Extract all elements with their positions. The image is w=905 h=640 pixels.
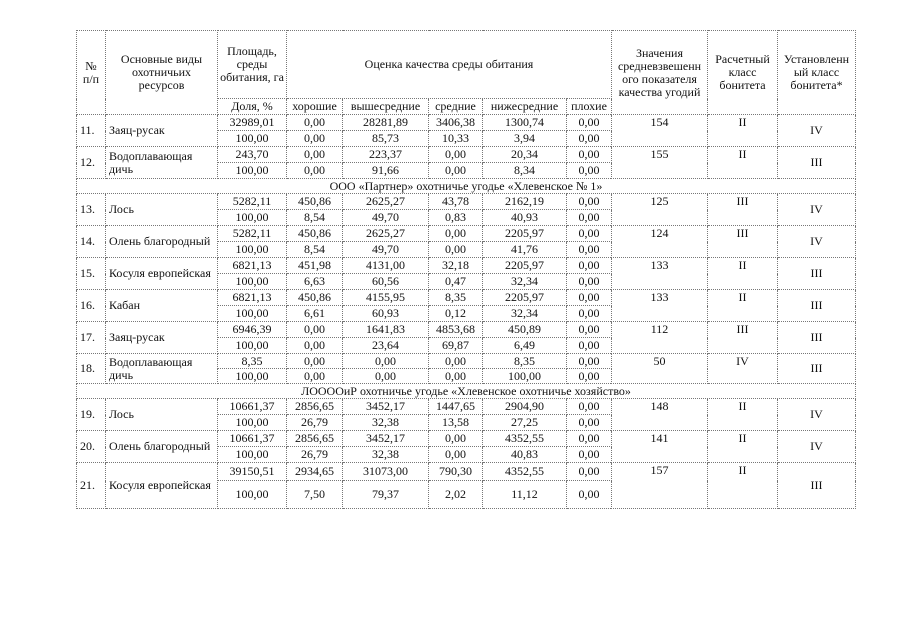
good-value: 2856,65 [287,399,343,415]
area-value: 6946,39 [218,322,287,338]
medium-value: 43,78 [429,194,483,210]
medium-value: 790,30 [429,463,483,481]
good-share: 26,79 [287,415,343,431]
area-value: 10661,37 [218,431,287,447]
avg-quality-value: 133 [612,290,708,322]
below-average-value: 2162,19 [483,194,567,210]
above-average-share: 49,70 [343,242,429,258]
medium-share: 0,83 [429,210,483,226]
row-number: 11. [77,115,106,147]
avg-quality-value: 133 [612,258,708,290]
above-average-value: 2625,27 [343,226,429,242]
above-average-share: 32,38 [343,415,429,431]
area-value: 39150,51 [218,463,287,481]
avg-quality-value: 50 [612,354,708,384]
medium-value: 1447,65 [429,399,483,415]
resource-name: Косуля европейская [106,258,218,290]
header-good: хорошие [287,99,343,115]
calc-class-value: II [708,147,778,179]
medium-share: 0,00 [429,242,483,258]
header-area: Площадь, среды обитания, га [218,31,287,99]
row-number: 13. [77,194,106,226]
row-number: 21. [77,463,106,509]
resource-name: Косуля европейская [106,463,218,509]
bad-share: 0,00 [567,131,612,147]
area-share: 100,00 [218,338,287,354]
calc-class-value: IV [708,354,778,384]
resource-name: Лось [106,194,218,226]
table-row [77,290,856,306]
section-title: ООО «Партнер» охотничье угодье «Хлевенское № 1» [77,179,856,194]
calc-class-value: III [708,194,778,226]
area-share: 100,00 [218,163,287,179]
section-row [77,384,856,399]
above-average-share: 49,70 [343,210,429,226]
bad-share: 0,00 [567,242,612,258]
below-average-share: 32,34 [483,306,567,322]
header-quality: Оценка качества среды обитания [287,31,612,99]
table-row [77,431,856,447]
below-average-share: 6,49 [483,338,567,354]
above-average-share: 60,93 [343,306,429,322]
good-value: 0,00 [287,115,343,131]
bad-share: 0,00 [567,338,612,354]
area-share: 100,00 [218,306,287,322]
above-average-value: 31073,00 [343,463,429,481]
table-row [77,258,856,274]
below-average-share: 100,00 [483,369,567,384]
good-value: 0,00 [287,354,343,369]
below-average-value: 2205,97 [483,226,567,242]
area-value: 8,35 [218,354,287,369]
good-share: 7,50 [287,481,343,509]
resource-name: Кабан [106,290,218,322]
header-below-average: нижесредние [483,99,567,115]
good-value: 2934,65 [287,463,343,481]
below-average-value: 2904,90 [483,399,567,415]
good-share: 26,79 [287,447,343,463]
bad-share: 0,00 [567,274,612,290]
medium-value: 0,00 [429,354,483,369]
good-share: 0,00 [287,338,343,354]
row-number: 20. [77,431,106,463]
bad-value: 0,00 [567,322,612,338]
good-value: 450,86 [287,226,343,242]
calc-class-value: III [708,322,778,354]
area-share: 100,00 [218,210,287,226]
header-above-average: вышесредние [343,99,429,115]
table-row [77,115,856,131]
above-average-share: 23,64 [343,338,429,354]
above-average-share: 32,38 [343,447,429,463]
area-share: 100,00 [218,447,287,463]
row-number: 16. [77,290,106,322]
good-value: 2856,65 [287,431,343,447]
good-value: 0,00 [287,147,343,163]
above-average-share: 79,37 [343,481,429,509]
avg-quality-value: 124 [612,226,708,258]
table-row [77,399,856,415]
good-share: 8,54 [287,242,343,258]
table-row [77,322,856,338]
above-average-value: 2625,27 [343,194,429,210]
area-share: 100,00 [218,242,287,258]
table-row [77,147,856,163]
above-average-value: 28281,89 [343,115,429,131]
row-number: 19. [77,399,106,431]
calc-class-value: II [708,463,778,509]
avg-quality-value: 112 [612,322,708,354]
resource-name: Олень благородный [106,226,218,258]
section-row [77,179,856,194]
area-value: 243,70 [218,147,287,163]
below-average-value: 8,35 [483,354,567,369]
medium-share: 10,33 [429,131,483,147]
good-value: 450,86 [287,290,343,306]
good-share: 0,00 [287,369,343,384]
bad-share: 0,00 [567,306,612,322]
above-average-value: 3452,17 [343,399,429,415]
bad-share: 0,00 [567,210,612,226]
above-average-share: 85,73 [343,131,429,147]
avg-quality-value: 148 [612,399,708,431]
below-average-share: 11,12 [483,481,567,509]
habitat-quality-table [76,30,856,509]
area-value: 6821,13 [218,258,287,274]
good-value: 0,00 [287,322,343,338]
medium-share: 0,00 [429,447,483,463]
row-number: 18. [77,354,106,384]
area-share: 100,00 [218,274,287,290]
bad-value: 0,00 [567,354,612,369]
good-share: 6,63 [287,274,343,290]
above-average-value: 3452,17 [343,431,429,447]
habitat-quality-table-wrapper [76,30,856,509]
set-class-value: III [778,322,856,354]
medium-value: 0,00 [429,226,483,242]
header-avg: Значения средневзвешенн ого показателя качества угодий [612,31,708,115]
resource-name: Водоплавающая дичь [106,354,218,384]
calc-class-value: II [708,399,778,431]
header-resource: Основные виды охотничьих ресурсов [106,31,218,115]
bad-share: 0,00 [567,447,612,463]
medium-value: 32,18 [429,258,483,274]
area-value: 5282,11 [218,194,287,210]
below-average-value: 4352,55 [483,431,567,447]
bad-value: 0,00 [567,399,612,415]
medium-value: 3406,38 [429,115,483,131]
medium-share: 2,02 [429,481,483,509]
avg-quality-value: 157 [612,463,708,509]
header-num: № п/п [77,31,106,115]
good-share: 0,00 [287,163,343,179]
below-average-value: 450,89 [483,322,567,338]
bad-share: 0,00 [567,415,612,431]
set-class-value: IV [778,431,856,463]
header-set-class: Установленн ый класс бонитета* [778,31,856,115]
above-average-value: 4131,00 [343,258,429,274]
area-share: 100,00 [218,481,287,509]
below-average-share: 41,76 [483,242,567,258]
below-average-value: 2205,97 [483,290,567,306]
set-class-value: III [778,258,856,290]
medium-value: 0,00 [429,147,483,163]
table-row [77,194,856,210]
set-class-value: III [778,290,856,322]
medium-share: 0,00 [429,369,483,384]
avg-quality-value: 125 [612,194,708,226]
medium-value: 0,00 [429,431,483,447]
row-number: 12. [77,147,106,179]
bad-value: 0,00 [567,290,612,306]
calc-class-value: II [708,431,778,463]
medium-value: 8,35 [429,290,483,306]
set-class-value: III [778,354,856,384]
header-share: Доля, % [218,99,287,115]
good-share: 8,54 [287,210,343,226]
area-share: 100,00 [218,131,287,147]
set-class-value: IV [778,115,856,147]
area-share: 100,00 [218,415,287,431]
below-average-share: 40,83 [483,447,567,463]
calc-class-value: II [708,258,778,290]
below-average-share: 40,93 [483,210,567,226]
header-bad: плохие [567,99,612,115]
medium-share: 0,00 [429,163,483,179]
row-number: 17. [77,322,106,354]
resource-name: Олень благородный [106,431,218,463]
set-class-value: III [778,147,856,179]
below-average-value: 20,34 [483,147,567,163]
bad-value: 0,00 [567,147,612,163]
calc-class-value: III [708,226,778,258]
set-class-value: IV [778,399,856,431]
above-average-value: 223,37 [343,147,429,163]
below-average-share: 8,34 [483,163,567,179]
section-title: ЛООООиР охотничье угодье «Хлевенское охотничье хозяйство» [77,384,856,399]
table-row [77,226,856,242]
medium-share: 0,12 [429,306,483,322]
resource-name: Заяц-русак [106,322,218,354]
bad-value: 0,00 [567,431,612,447]
above-average-share: 0,00 [343,369,429,384]
calc-class-value: II [708,290,778,322]
area-value: 32989,01 [218,115,287,131]
area-value: 5282,11 [218,226,287,242]
above-average-share: 91,66 [343,163,429,179]
area-value: 10661,37 [218,399,287,415]
good-value: 450,86 [287,194,343,210]
table-row [77,354,856,369]
medium-share: 0,47 [429,274,483,290]
bad-value: 0,00 [567,194,612,210]
resource-name: Водоплавающая дичь [106,147,218,179]
below-average-value: 4352,55 [483,463,567,481]
below-average-share: 3,94 [483,131,567,147]
below-average-share: 27,25 [483,415,567,431]
bad-value: 0,00 [567,258,612,274]
set-class-value: IV [778,226,856,258]
above-average-value: 1641,83 [343,322,429,338]
good-value: 451,98 [287,258,343,274]
header-calc-class: Расчетный класс бонитета [708,31,778,115]
below-average-value: 1300,74 [483,115,567,131]
bad-value: 0,00 [567,226,612,242]
above-average-value: 4155,95 [343,290,429,306]
medium-value: 4853,68 [429,322,483,338]
medium-share: 69,87 [429,338,483,354]
bad-value: 0,00 [567,463,612,481]
good-share: 0,00 [287,131,343,147]
below-average-share: 32,34 [483,274,567,290]
set-class-value: III [778,463,856,509]
area-value: 6821,13 [218,290,287,306]
set-class-value: IV [778,194,856,226]
above-average-share: 60,56 [343,274,429,290]
row-number: 14. [77,226,106,258]
good-share: 6,61 [287,306,343,322]
resource-name: Лось [106,399,218,431]
avg-quality-value: 154 [612,115,708,147]
header-medium: средние [429,99,483,115]
avg-quality-value: 141 [612,431,708,463]
avg-quality-value: 155 [612,147,708,179]
bad-share: 0,00 [567,163,612,179]
resource-name: Заяц-русак [106,115,218,147]
bad-value: 0,00 [567,115,612,131]
bad-share: 0,00 [567,369,612,384]
bad-share: 0,00 [567,481,612,509]
below-average-value: 2205,97 [483,258,567,274]
row-number: 15. [77,258,106,290]
medium-share: 13,58 [429,415,483,431]
table-row [77,463,856,481]
calc-class-value: II [708,115,778,147]
above-average-value: 0,00 [343,354,429,369]
area-share: 100,00 [218,369,287,384]
